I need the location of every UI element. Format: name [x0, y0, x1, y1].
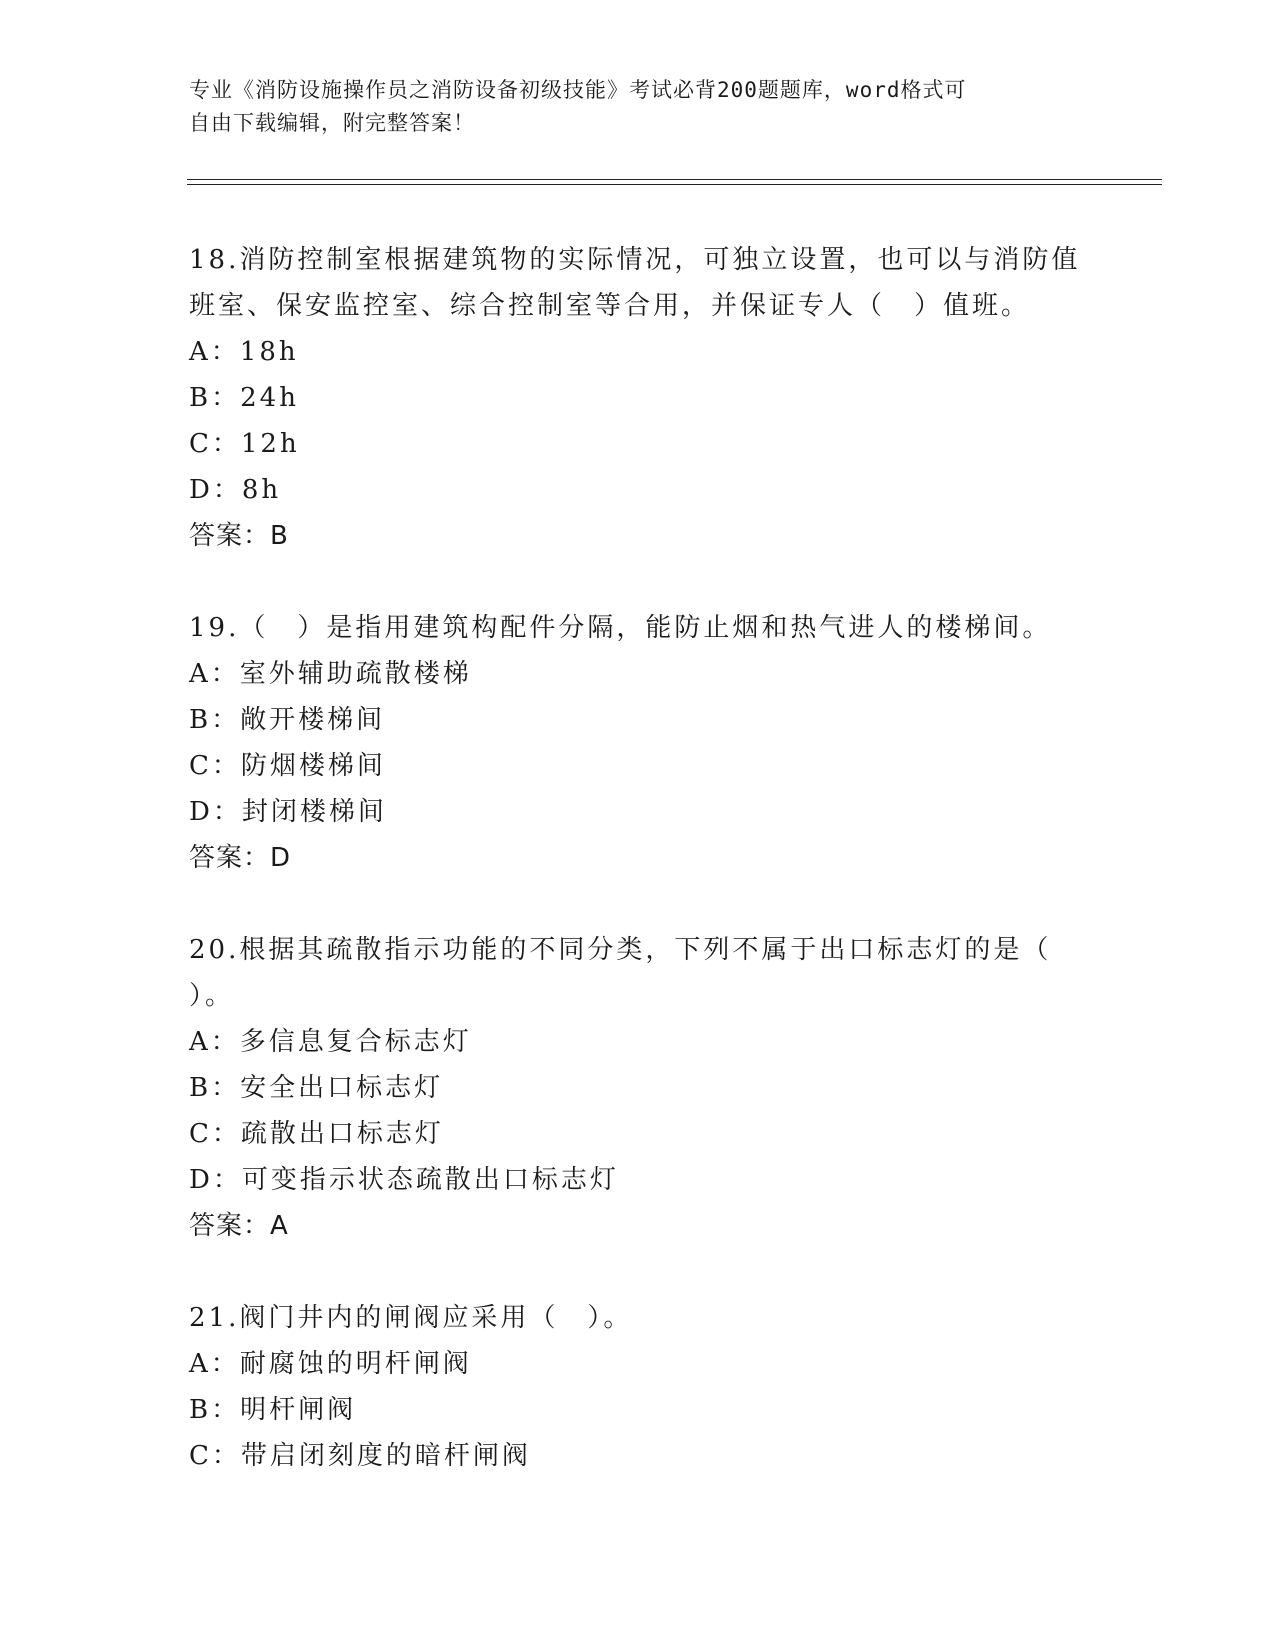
question-stem-line: 班室、保安监控室、综合控制室等合用，并保证专人（ ）值班。	[189, 291, 1031, 321]
option-d: D：封闭楼梯间	[189, 797, 387, 827]
answer-label: 答案：A	[189, 1211, 289, 1241]
header-line-1: 专业《消防设施操作员之消防设备初级技能》考试必背200题题库，word格式可	[189, 78, 967, 102]
option-b: B：安全出口标志灯	[189, 1073, 444, 1103]
option-b: B：明杆闸阀	[189, 1395, 357, 1425]
option-a: A：室外辅助疏散楼梯	[189, 659, 472, 689]
question-stem-line: 18.消防控制室根据建筑物的实际情况，可独立设置，也可以与消防值	[189, 245, 1081, 275]
option-d: D：8h	[189, 475, 282, 505]
question-18	[189, 237, 1089, 559]
option-c: C：防烟楼梯间	[189, 751, 386, 781]
document-header	[189, 74, 1089, 140]
option-a: A：耐腐蚀的明杆闸阀	[189, 1349, 472, 1379]
question-spacer	[189, 1249, 1089, 1295]
option-b: B：24h	[189, 383, 299, 413]
header-divider-top	[187, 179, 1162, 180]
question-spacer	[189, 559, 1089, 605]
question-stem-line: 19.（ ）是指用建筑构配件分隔，能防止烟和热气进人的楼梯间。	[189, 613, 1052, 643]
option-b: B：敞开楼梯间	[189, 705, 386, 735]
answer-label: 答案：B	[189, 521, 289, 551]
question-20	[189, 927, 1089, 1249]
question-19	[189, 605, 1089, 881]
option-c: C：带启闭刻度的暗杆闸阀	[189, 1441, 531, 1471]
header-divider-bottom	[187, 184, 1162, 185]
question-stem-line: 21.阀门井内的闸阀应采用（ ）。	[189, 1303, 633, 1333]
option-c: C：12h	[189, 429, 300, 459]
question-stem-line: 20.根据其疏散指示功能的不同分类，下列不属于出口标志灯的是（	[189, 935, 1052, 965]
option-a: A：多信息复合标志灯	[189, 1027, 472, 1057]
option-a: A：18h	[189, 337, 299, 367]
option-d: D：可变指示状态疏散出口标志灯	[189, 1165, 619, 1195]
question-21	[189, 1295, 1089, 1479]
question-spacer	[189, 881, 1089, 927]
option-c: C：疏散出口标志灯	[189, 1119, 444, 1149]
question-stem-line: ）。	[189, 981, 235, 1011]
question-list	[189, 237, 1089, 1479]
answer-label: 答案：D	[189, 843, 292, 873]
header-line-2: 自由下载编辑，附完整答案！	[189, 111, 475, 135]
